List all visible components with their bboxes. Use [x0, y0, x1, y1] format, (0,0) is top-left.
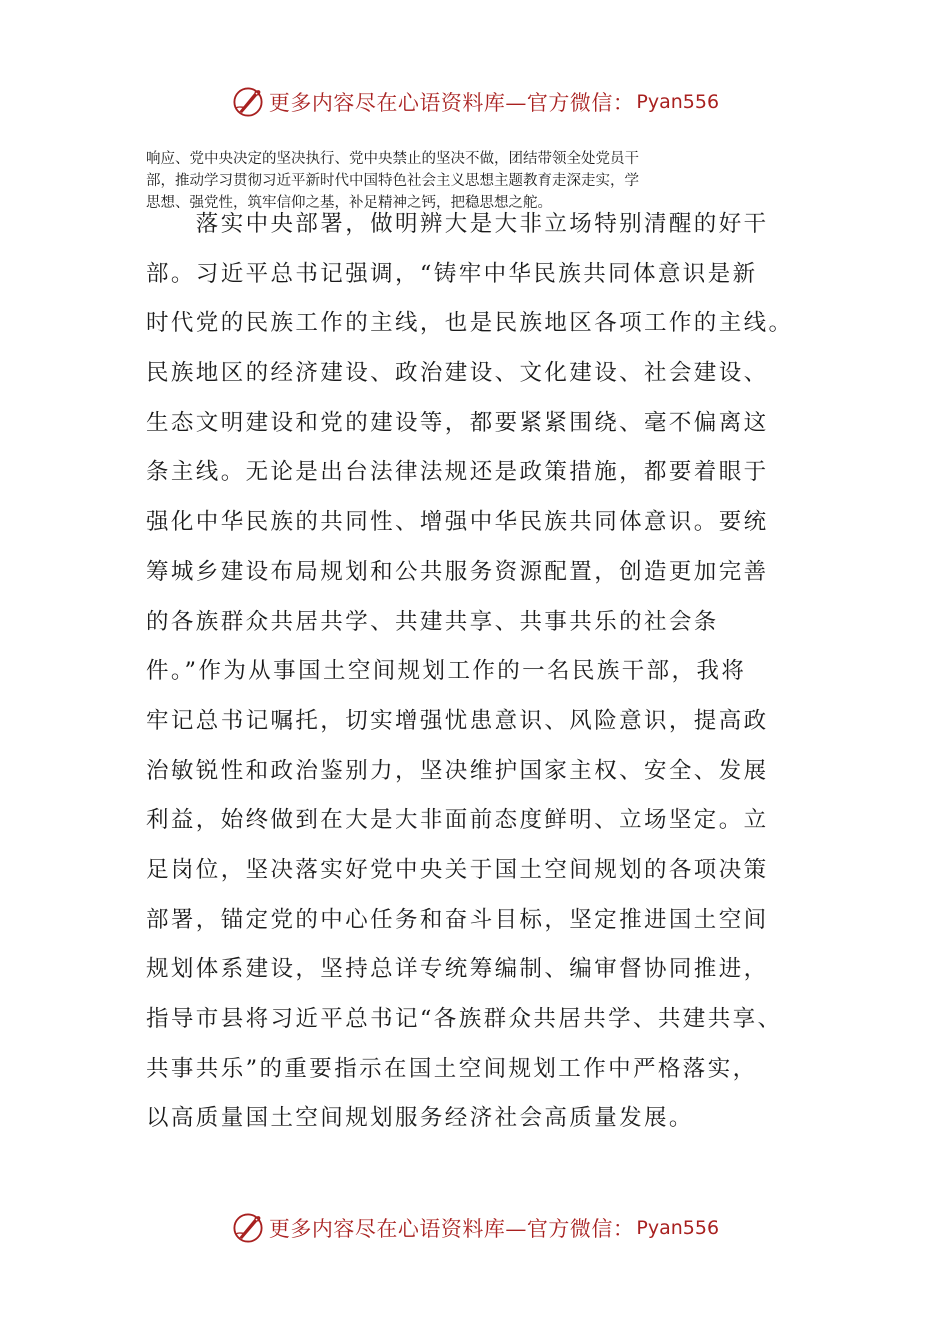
- intro-line: 部，推动学习贯彻习近平新时代中国特色社会主义思想主题教育走深走实，学: [146, 173, 639, 189]
- main-line: 部署，锚定党的中心任务和奋斗目标，坚定推进国土空间: [146, 906, 769, 933]
- main-line: 筹城乡建设布局规划和公共服务资源配置，创造更加完善: [146, 558, 769, 585]
- main-line: 生态文明建设和党的建设等，都要紧紧围绕、毫不偏离这: [146, 409, 769, 436]
- footer-wechat-id: Pyan556: [636, 1217, 720, 1239]
- main-line: 落实中央部署，做明辨大是大非立场特别清醒的好干: [146, 211, 769, 237]
- main-line: 的各族群众共居共学、共建共享、共事共乐的社会条: [146, 608, 719, 635]
- main-line: 利益，始终做到在大是大非面前态度鲜明、立场坚定。立: [146, 807, 769, 834]
- header-wechat-id: Pyan556: [636, 91, 720, 113]
- main-line: 治敏锐性和政治鉴别力，坚决维护国家主权、安全、发展: [146, 757, 769, 784]
- main-line: 件。”作为从事国土空间规划工作的一名民族干部，我将: [146, 658, 747, 685]
- main-paragraph: [146, 200, 806, 1144]
- main-line: 共事共乐”的重要指示在国土空间规划工作中严格落实，: [146, 1055, 758, 1082]
- main-line: 指导市县将习近平总书记“各族群众共居共学、共建共享、: [146, 1006, 783, 1032]
- quill-pen-logo-icon: [231, 85, 265, 119]
- main-line: 强化中华民族的共同性、增强中华民族共同体意识。要统: [146, 509, 769, 536]
- main-line: 规划体系建设，坚持总详专统筹编制、编审督协同推进，: [146, 956, 769, 983]
- footer-banner: [0, 1208, 950, 1248]
- main-line: 民族地区的经济建设、政治建设、文化建设、社会建设、: [146, 360, 769, 387]
- main-line: 条主线。无论是出台法律法规还是政策措施，都要着眼于: [146, 459, 769, 486]
- main-line: 足岗位，坚决落实好党中央关于国土空间规划的各项决策: [146, 856, 769, 883]
- header-banner: [0, 82, 950, 122]
- main-line: 以高质量国土空间规划服务经济社会高质量发展。: [146, 1105, 694, 1132]
- intro-line: 响应、党中央决定的坚决执行、党中央禁止的坚决不做，团结带领全处党员干: [146, 151, 639, 167]
- header-slogan: 更多内容尽在心语资料库—官方微信：: [268, 91, 635, 115]
- footer-slogan: 更多内容尽在心语资料库—官方微信：: [268, 1217, 635, 1241]
- main-line: 部。习近平总书记强调，“铸牢中华民族共同体意识是新: [146, 260, 758, 287]
- main-line: 时代党的民族工作的主线，也是民族地区各项工作的主线。: [146, 310, 794, 337]
- intro-line: 思想、强党性，筑牢信仰之基，补足精神之钙，把稳思想之舵。: [146, 195, 552, 211]
- main-line: 牢记总书记嘱托，切实增强忧患意识、风险意识，提高政: [146, 707, 769, 734]
- quill-pen-logo-icon: [231, 1211, 265, 1245]
